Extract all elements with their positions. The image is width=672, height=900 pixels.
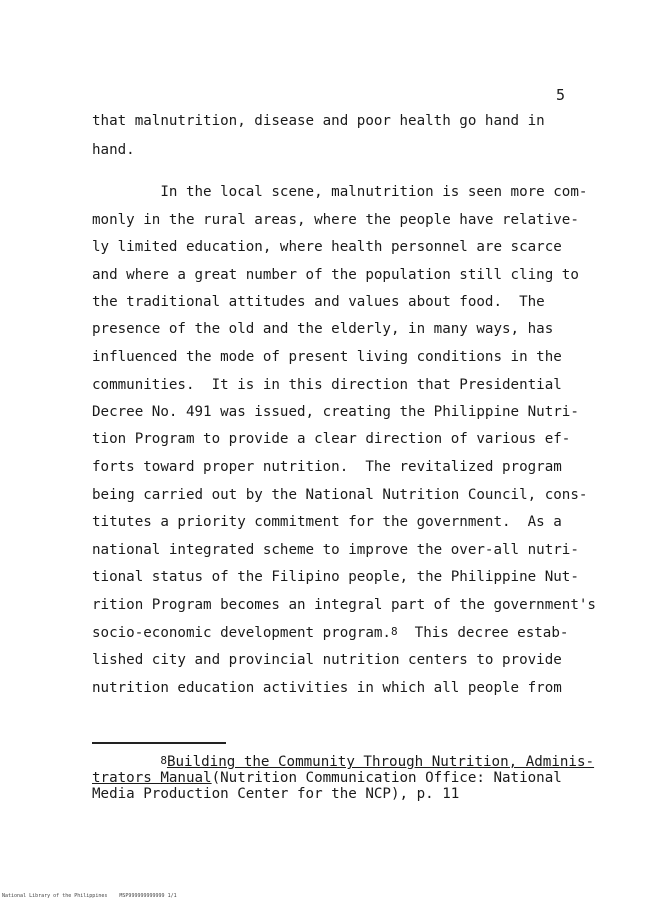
body-text-segment: This decree estab-: [397, 625, 569, 641]
body-line: hand.: [92, 142, 135, 158]
body-line: and where a great number of the population still cling to: [92, 267, 579, 283]
footnote-text: (Nutrition Communication Office: National: [211, 770, 562, 786]
body-line: the traditional attitudes and values about food. The: [92, 294, 545, 310]
body-line: ly limited education, where health personnel are scarce: [92, 239, 562, 255]
footnote-line: [92, 770, 562, 786]
body-line: that malnutrition, disease and poor health go hand in: [92, 113, 545, 129]
body-line: titutes a priority commitment for the government. As a: [92, 514, 562, 530]
body-line: monly in the rural areas, where the people have relative-: [92, 212, 579, 228]
footnote-title: trators Manual: [92, 770, 212, 786]
body-line: In the local scene, malnutrition is seen more com-: [92, 184, 588, 200]
body-line: forts toward proper nutrition. The revitalized program: [92, 459, 562, 475]
footnote-title: Building the Community Through Nutrition, Adminis-: [166, 754, 595, 770]
footnote-line: Media Production Center for the NCP), p. 11: [92, 786, 460, 802]
body-line: national integrated scheme to improve the over-all nutri-: [92, 542, 579, 558]
body-line: tional status of the Filipino people, the Philippine Nut-: [92, 569, 579, 585]
footnote-marker: 8: [160, 754, 167, 767]
body-line: nutrition education activities in which all people from: [92, 680, 562, 696]
body-line: Decree No. 491 was issued, creating the Philippine Nutri-: [92, 404, 579, 420]
library-stamp: National Library of the Philippines MSP999999999999 1/1: [2, 893, 177, 899]
page-number: 5: [556, 86, 566, 104]
footnote-reference: 8: [390, 625, 398, 638]
body-line: presence of the old and the elderly, in many ways, has: [92, 321, 554, 337]
body-line: influenced the mode of present living conditions in the: [92, 349, 562, 365]
body-line: communities. It is in this direction that Presidential: [92, 377, 562, 393]
body-line-with-footnote-ref: [92, 625, 568, 641]
body-line: being carried out by the National Nutrition Council, cons-: [92, 487, 588, 503]
body-line: lished city and provincial nutrition centers to provide: [92, 652, 562, 668]
body-line: tion Program to provide a clear direction of various ef-: [92, 431, 571, 447]
body-text-segment: socio-economic development program.: [92, 625, 391, 641]
footnote-divider: [92, 742, 226, 744]
footnote-line: [92, 754, 594, 770]
body-line: rition Program becomes an integral part of the government's: [92, 597, 596, 613]
footnote-indent: [92, 754, 160, 770]
